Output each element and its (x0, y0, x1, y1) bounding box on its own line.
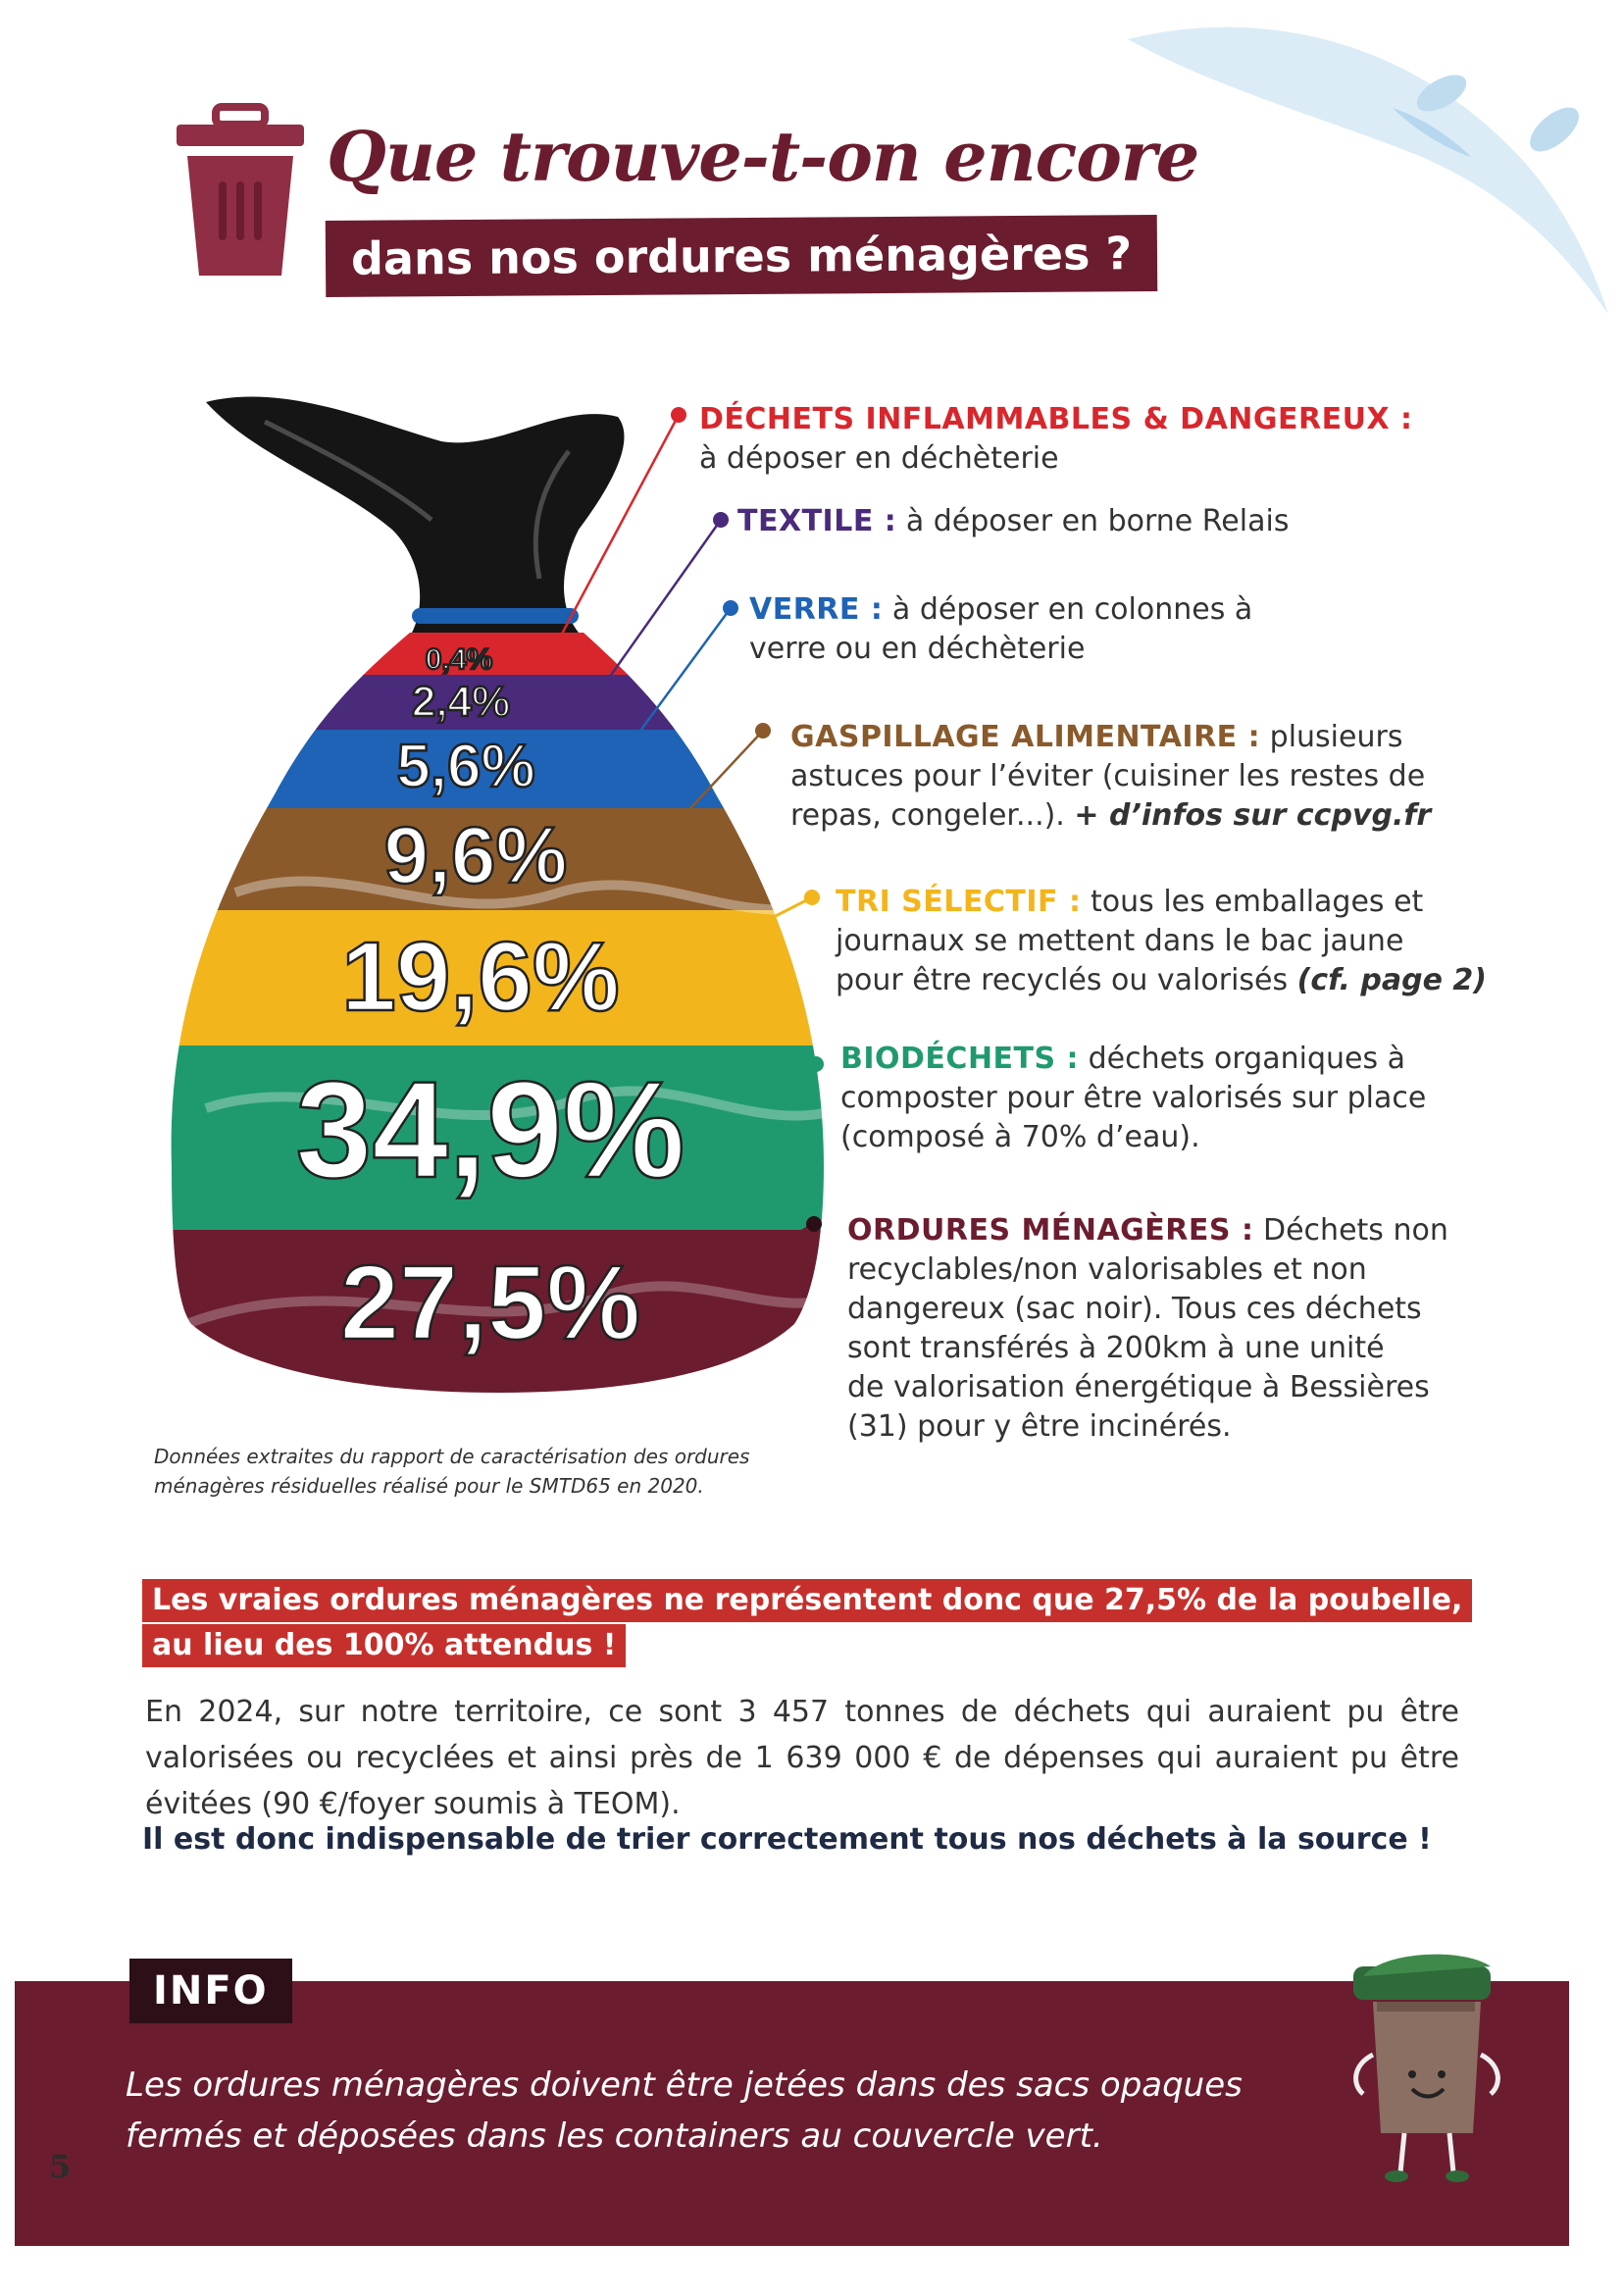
highlight-line-2: au lieu des 100% attendus ! (142, 1624, 626, 1667)
bin-mascot-icon (1344, 1937, 1520, 2192)
page-subtitle: dans nos ordures ménagères ? (326, 215, 1158, 297)
legend-dot-flammable (671, 407, 686, 423)
legend-dot-textile (713, 512, 729, 528)
legend-textile: TEXTILE : à déposer en borne Relais (737, 504, 1290, 538)
legend-dot-recycling (804, 890, 820, 905)
pct-textile: 2,4% (411, 678, 511, 726)
legend-recycling: TRI SÉLECTIF : tous les emballages et journaux se mettent dans le bac jaune pour être recyclés ou valorisés (cf. page 2) (836, 885, 1487, 997)
legend-household: ORDURES MÉNAGÈRES : Déchets non recyclables/non valorisables et non dangereux (sac noir). Tous ces déchets sont transférés à 200km à une unité de valorisation énergétique à Bessières (31) pour y être incinérés. (847, 1213, 1448, 1444)
body-paragraph: En 2024, sur notre territoire, ce sont 3 457 tonnes de déchets qui auraient pu être valorisées ou recyclées et ainsi près de 1 639 000 € de dépenses qui auraient pu être évitées (90 €/foyer soumis à TEOM). (145, 1695, 1459, 1821)
legend-glass: VERRE : à déposer en colonnes à verre ou en déchèterie (749, 592, 1253, 666)
legend-food: GASPILLAGE ALIMENTAIRE : plusieurs astuces pour l’éviter (cuisiner les restes de repas, congeler...). + d’infos sur ccpvg.fr (790, 720, 1432, 833)
page-number: 5 (49, 2148, 72, 2185)
bag-neck (206, 397, 624, 633)
page-title: Que trouve-t-on encore (327, 116, 1199, 197)
legend-dot-household (806, 1216, 822, 1232)
pct-food: 9,6% (383, 811, 568, 900)
pct-biowaste: 34,9% (295, 1052, 685, 1206)
trash-can-icon (172, 103, 309, 280)
info-text: Les ordures ménagères doivent être jetées dans des sacs opaques fermés et déposées dans les containers au couvercle vert. (126, 2065, 1243, 2156)
legend-dot-food (755, 723, 771, 739)
pct-glass: 5,6% (396, 733, 535, 800)
pct-household: 27,5% (339, 1243, 641, 1361)
ccpvg-link[interactable]: + d’infos sur ccpvg.fr (1074, 798, 1432, 833)
info-label: INFO (129, 1959, 292, 2023)
legend-biowaste: BIODÉCHETS : déchets organiques à composter pour être valorisés sur place (composé à 70% d’eau). (840, 1042, 1427, 1154)
source-note: Données extraites du rapport de caractérisation des ordures ménagères résiduelles réalisé pour le SMTD65 en 2020. (154, 1445, 750, 1498)
band-flammable (147, 628, 853, 675)
pct-recycling: 19,6% (341, 922, 620, 1032)
pct-flammable: 0,4% (425, 643, 493, 676)
legend-flammable: DÉCHETS INFLAMMABLES & DANGEREUX : à déposer en déchèterie (699, 402, 1413, 476)
callout-text: Il est donc indispensable de trier correctement tous nos déchets à la source ! (142, 1822, 1432, 1857)
highlight-line-1: Les vraies ordures ménagères ne représentent donc que 27,5% de la poubelle, (142, 1579, 1472, 1622)
legend-dot-glass (723, 600, 738, 616)
legend-dot-biowaste (808, 1056, 824, 1072)
